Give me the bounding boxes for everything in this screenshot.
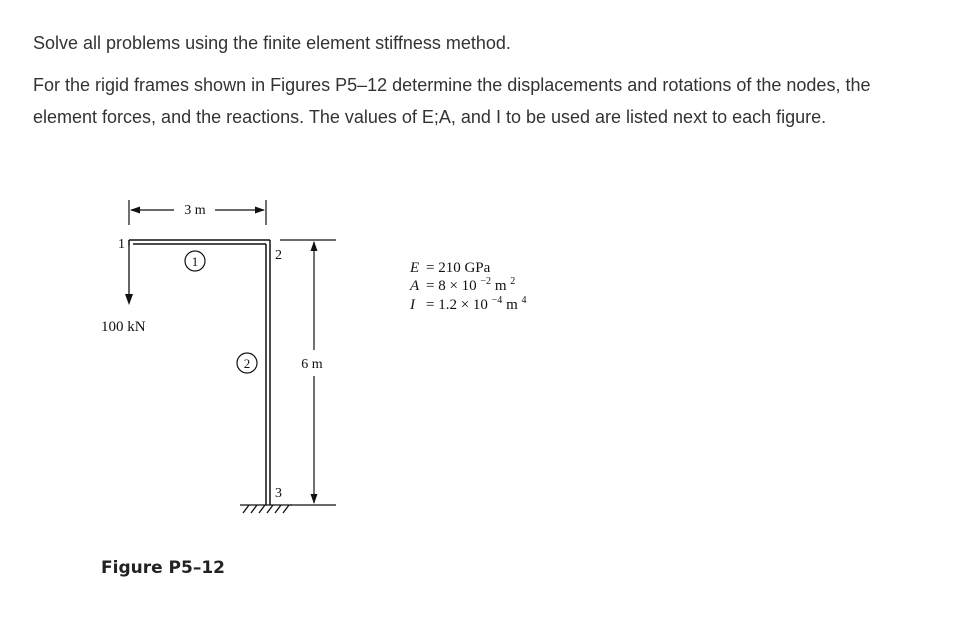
prop-i-unit: m xyxy=(506,297,518,313)
prop-a-unit-exponent: 2 xyxy=(510,276,516,287)
prop-e-symbol: E xyxy=(410,260,420,276)
prop-i-value: = 1.2 × 10 xyxy=(426,297,488,313)
span-arrow-left xyxy=(130,207,140,214)
node-1-label: 1 xyxy=(118,237,125,252)
element-1-label: 1 xyxy=(191,254,199,269)
intro-text: Solve all problems using the finite element stiffness method. xyxy=(33,33,511,53)
prop-i-exponent: −4 xyxy=(491,295,503,306)
load-arrow-head xyxy=(125,294,133,305)
element-2-column xyxy=(266,240,270,505)
properties-block xyxy=(409,260,526,313)
prop-i-symbol: I xyxy=(410,297,415,313)
element-1-beam xyxy=(129,240,270,244)
span-arrow-right xyxy=(255,207,265,214)
height-arrow-top xyxy=(311,241,318,251)
prop-a-value: = 8 × 10 xyxy=(426,278,477,294)
prop-i-unit-exponent: 4 xyxy=(521,295,527,306)
height-label: 6 m xyxy=(301,357,323,372)
element-2-label: 2 xyxy=(243,356,251,371)
prop-e-value: = 210 GPa xyxy=(426,260,491,276)
height-dimension xyxy=(280,240,336,505)
node-3-label: 3 xyxy=(275,486,282,501)
problem-text: For the rigid frames shown in Figures P5–12 determine the displacements and rotations of the nodes, the element forces, and the reactions. The values of E;A, and I to be used are listed next to each figure. xyxy=(33,75,871,127)
node-2-label: 2 xyxy=(275,248,282,263)
figure-caption: Figure P5–12 xyxy=(101,558,225,578)
prop-a-unit: m xyxy=(494,278,507,294)
svg-text:E = 210 GPa xyxy=(409,260,491,276)
height-arrow-bottom xyxy=(311,494,318,504)
span-label: 3 m xyxy=(184,203,206,218)
fixed-support xyxy=(240,505,292,513)
load-label: 100 kN xyxy=(101,319,146,335)
prop-a-symbol: A xyxy=(410,278,420,294)
svg-text:I = 1.2 × 10 −4 xyxy=(409,291,526,313)
prop-a-exponent: −2 xyxy=(480,276,492,287)
